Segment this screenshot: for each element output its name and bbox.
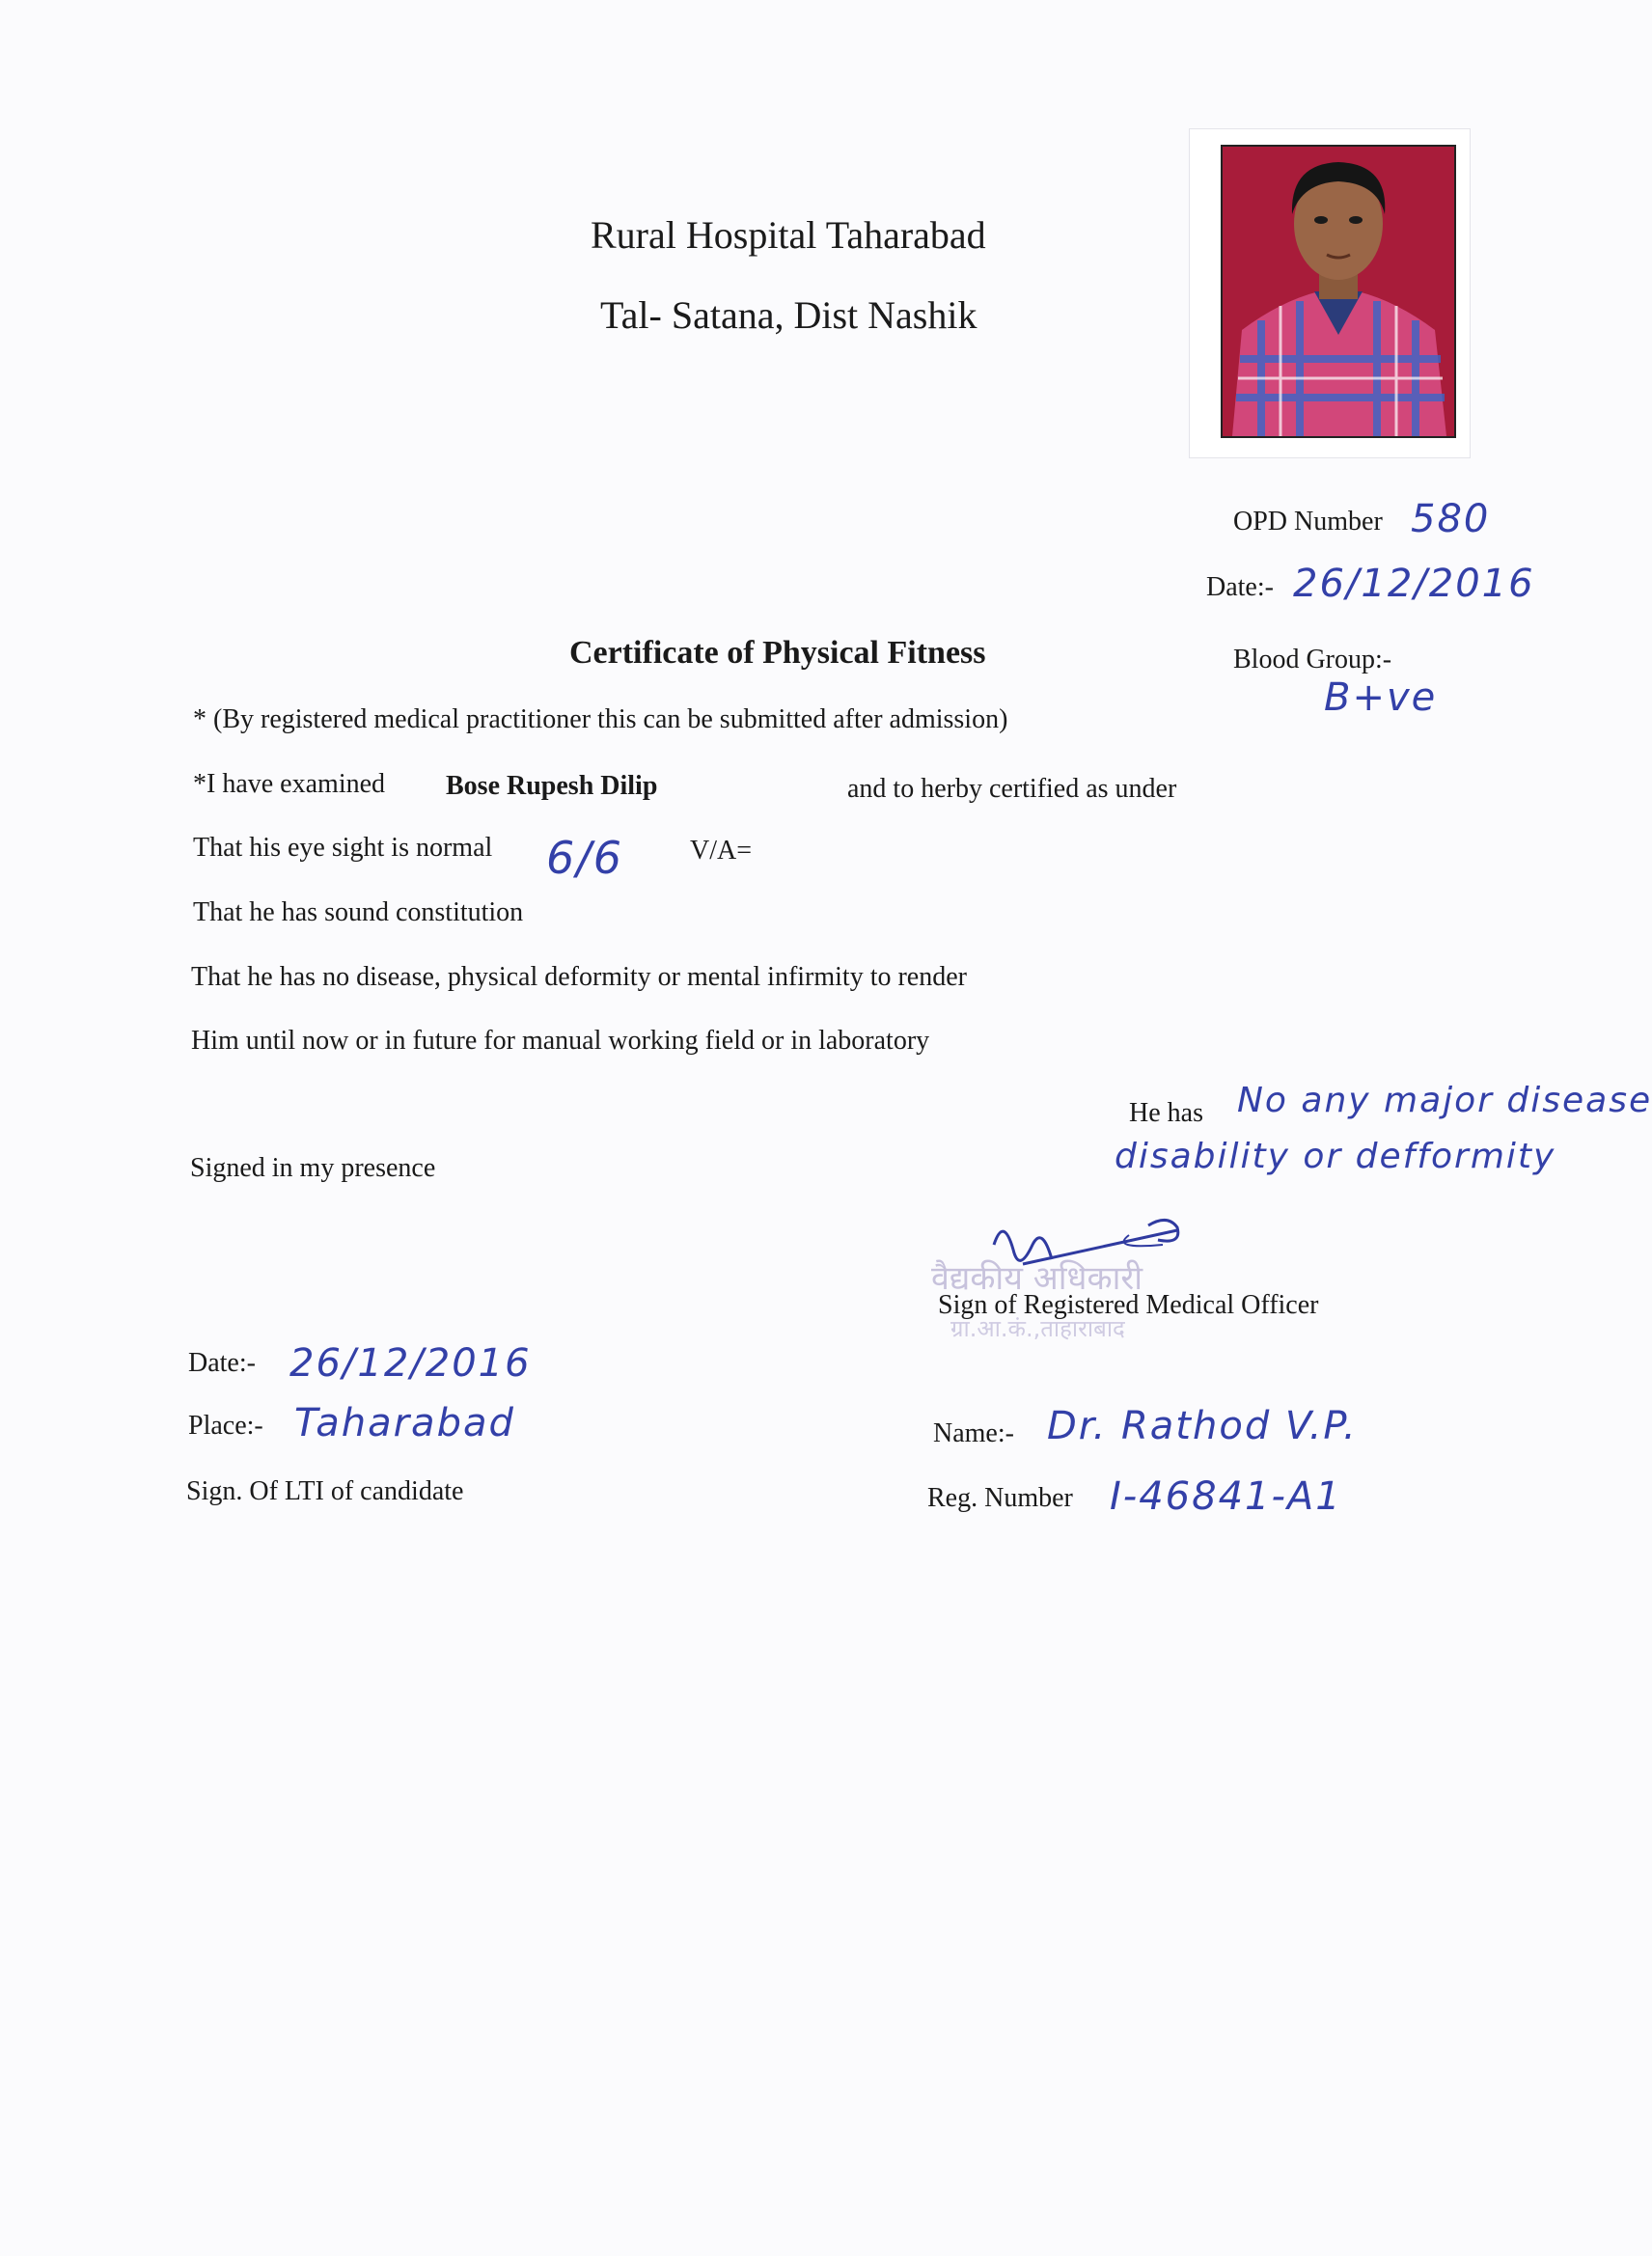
examined-prefix: *I have examined <box>193 769 386 799</box>
submission-note: * (By registered medical practitioner this can be submitted after admission) <box>193 704 1008 734</box>
officer-name-value: Dr. Rathod V.P. <box>1047 1404 1358 1448</box>
reg-number-label: Reg. Number <box>927 1483 1073 1513</box>
eye-sight-statement: That his eye sight is normal <box>193 833 493 863</box>
candidate-photo <box>1221 145 1456 438</box>
hospital-name: Rural Hospital Taharabad <box>591 213 986 257</box>
constitution-statement: That he has sound constitution <box>193 897 524 927</box>
future-statement: Him until now or in future for manual working field or in laboratory <box>191 1026 930 1056</box>
officer-signature <box>984 1206 1197 1293</box>
signed-presence: Signed in my presence <box>190 1153 436 1183</box>
eye-sight-value: 6/6 <box>546 832 624 884</box>
stamp-line1: वैद्यकीय अधिकारी <box>931 1259 1143 1298</box>
certificate-title: Certificate of Physical Fitness <box>569 635 986 671</box>
va-label: V/A= <box>690 836 753 866</box>
examined-suffix: and to herby certified as under <box>847 774 1177 804</box>
blood-group-value: B+ve <box>1324 675 1438 720</box>
reg-number-value: I-46841-A1 <box>1110 1474 1342 1519</box>
he-has-label: He has <box>1129 1098 1203 1128</box>
candidate-name: Bose Rupesh Dilip <box>446 771 658 801</box>
candidate-sign-label: Sign. Of LTI of candidate <box>186 1476 464 1506</box>
opd-number-value: 580 <box>1411 497 1491 541</box>
officer-name-label: Name:- <box>933 1418 1014 1448</box>
bottom-date-label: Date:- <box>188 1348 256 1378</box>
hospital-address: Tal- Satana, Dist Nashik <box>600 293 977 337</box>
he-has-line1: No any major disease <box>1237 1081 1652 1120</box>
top-date-value: 26/12/2016 <box>1293 562 1535 606</box>
opd-number-label: OPD Number <box>1233 507 1383 536</box>
no-disease-statement: That he has no disease, physical deformity or mental infirmity to render <box>191 962 967 992</box>
place-label: Place:- <box>188 1411 263 1441</box>
top-date-label: Date:- <box>1206 572 1274 602</box>
officer-sign-label: Sign of Registered Medical Officer <box>938 1290 1319 1320</box>
stamp-line2: ग्रा.आ.कं.,ताहाराबाद <box>950 1315 1125 1342</box>
he-has-line2: disability or defformity <box>1115 1137 1556 1176</box>
place-value: Taharabad <box>294 1401 515 1445</box>
blood-group-label: Blood Group:- <box>1233 645 1392 674</box>
bottom-date-value: 26/12/2016 <box>289 1341 532 1386</box>
